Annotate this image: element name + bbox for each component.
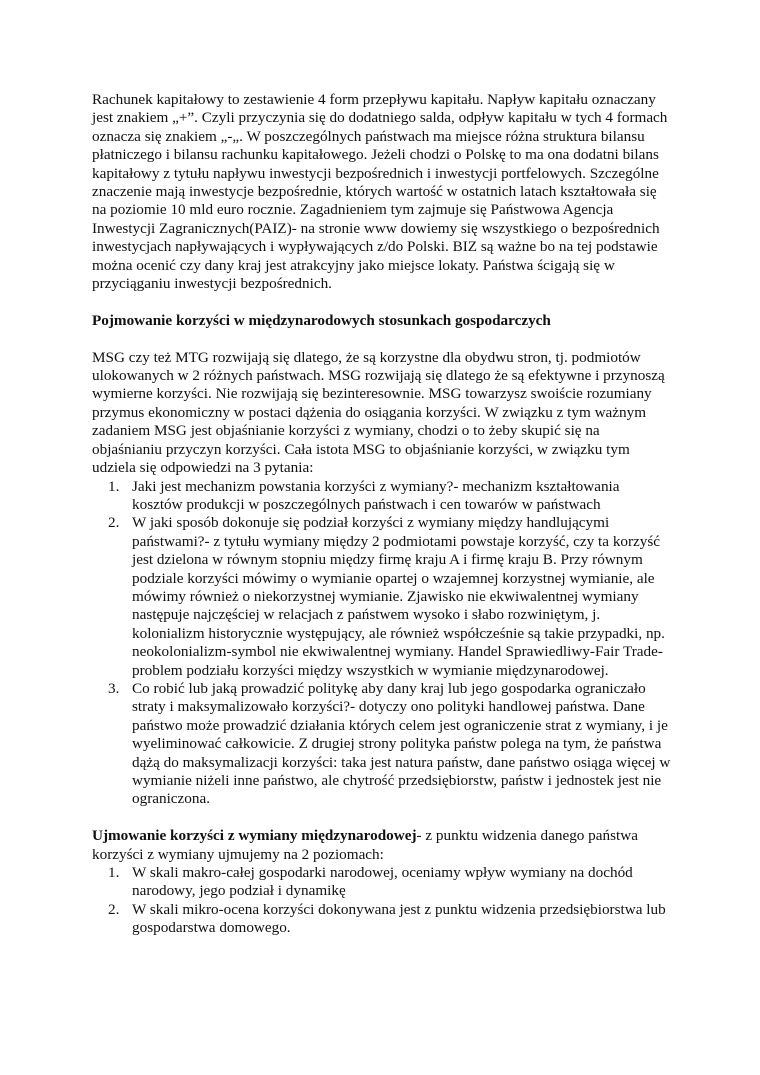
list-item-number: 1. [108, 864, 120, 882]
intro-paragraph: Rachunek kapitałowy to zestawienie 4 form przepływu kapitału. Napływ kapitału oznaczany jest znakiem „+”. Czyli przyczynia się do dodatniego salda, odpływ kapitału w tych 4 formach oznacza się znakiem „-„. W poszczególnych państwach ma miejsce różna struktura bilansu płatniczego i bilansu rachunku kapitałowego. Jeżeli chodzi o Polskę to ma ona dodatni bilans kapitałowy z tytułu napływu inwestycji bezpośrednich i inwestycji portfelowych. Szczególne znaczenie mają inwestycje bezpośrednie, których wartość w ostatnich latach kształtowała się na poziomie 10 mld euro rocznie. Zagadnieniem tym zajmuje się Państwowa Agencja Inwestycji Zagranicznych(PAIZ)- na stronie www dowiemy się wszystkiego o bezpośrednich inwestycjach napływających i wypływających z/do Polski. BIZ są ważne bo na tej podstawie można ocenić czy dany kraj jest atrakcyjny jako miejsce lokaty. Państwa ścigają się w przyciąganiu inwestycji bezpośrednich. [92, 91, 668, 293]
list-item-number: 2. [108, 900, 120, 918]
list-item-number: 1. [108, 477, 120, 495]
section2-list [92, 864, 672, 938]
list-item-text: Jaki jest mechanizm powstania korzyści z wymiany?- mechanizm kształtowania kosztów produkcji w poszczególnych państwach i cen towarów w państwach [132, 477, 620, 513]
list-item-text: Co robić lub jaką prowadzić politykę aby dany kraj lub jego gospodarka ograniczało straty i maksymalizowało korzyści?- dotyczy ono polityki handlowej państwa. Dane państwo może prowadzić działania których celem jest ograniczenie strat z wymiany, i je wyeliminować całkowicie. Z drugiej strony polityka państw polega na tym, że państwa dążą do maksymalizacji korzyści: taka jest natura państw, dane państwo osiąga więcej w wymianie niżeli inne państwo, ale chytrość przedsiębiorstw, państw i jednostek jest nie ograniczona. [132, 679, 671, 808]
document-page [92, 91, 672, 938]
list-item-text: W skali makro-całej gospodarki narodowej, oceniamy wpływ wymiany na dochód narodowy, jego podział i dynamikę [132, 864, 633, 900]
section1-list [92, 478, 672, 809]
section1-paragraph: MSG czy też MTG rozwijają się dlatego, że są korzystne dla obydwu stron, tj. podmiotów ulokowanych w 2 różnych państwach. MSG rozwijają się dlatego że są efektywne i przynoszą wymierne korzyści. Nie rozwijają się bezinteresownie. MSG towarzysz swoiście rozumiany przymus ekonomiczny w postaci dążenia do osiągania korzyści. W związku z tym ważnym zadaniem MSG jest objaśnianie korzyści z wymiany, chodzi o to żeby skupić się na objaśnianiu przyczyn korzyści. Cała istota MSG to objaśnianie korzyści, w związku tym udziela się odpowiedzi na 3 pytania: [92, 348, 665, 477]
list-item-text: W jaki sposób dokonuje się podział korzyści z wymiany między handlującymi państwami?- z tytułu wymiany między 2 podmiotami powstaje korzyść, czy ta korzyść jest dzielona w równym stopniu między firmę kraju A i firmę kraju B. Przy równym podziale korzyści mówimy o wymianie opartej o wzajemnej korzystnej wymianie, ale mówimy również o niekorzystnej wymianie. Zjawisko nie ekwiwalentnej wymiany następuje najczęściej w relacjach z państwem wysoko i słabo rozwiniętym, j. kolonializm historycznie występujący, ale również współcześnie są takie przypadki, np. neokolonializm-symbol nie ekwiwalentnej wymiany. Handel Sprawiedliwy-Fair Trade-problem podziału korzyści między wszystkich w wymianie międzynarodowej. [132, 514, 665, 679]
spacer [92, 330, 672, 348]
list-item-text: W skali mikro-ocena korzyści dokonywana jest z punktu widzenia przedsiębiorstwa lub gospodarstwa domowego. [132, 900, 666, 937]
list-item-number: 2. [108, 514, 120, 532]
list-item-number: 3. [108, 679, 120, 697]
spacer [92, 809, 672, 827]
list-item [108, 864, 672, 901]
spacer [92, 293, 672, 311]
list-item [108, 680, 672, 809]
section2-heading: Ujmowanie korzyści z wymiany międzynarodowej [92, 827, 417, 845]
list-item [108, 514, 672, 680]
section2-text: - z punktu widzenia danego państwa korzyści z wymiany ujmujemy na 2 poziomach: [92, 827, 638, 863]
list-item [108, 478, 672, 515]
list-item [108, 901, 672, 938]
section2-paragraph [92, 827, 672, 864]
section1-heading: Pojmowanie korzyści w międzynarodowych stosunkach gospodarczych [92, 311, 551, 329]
